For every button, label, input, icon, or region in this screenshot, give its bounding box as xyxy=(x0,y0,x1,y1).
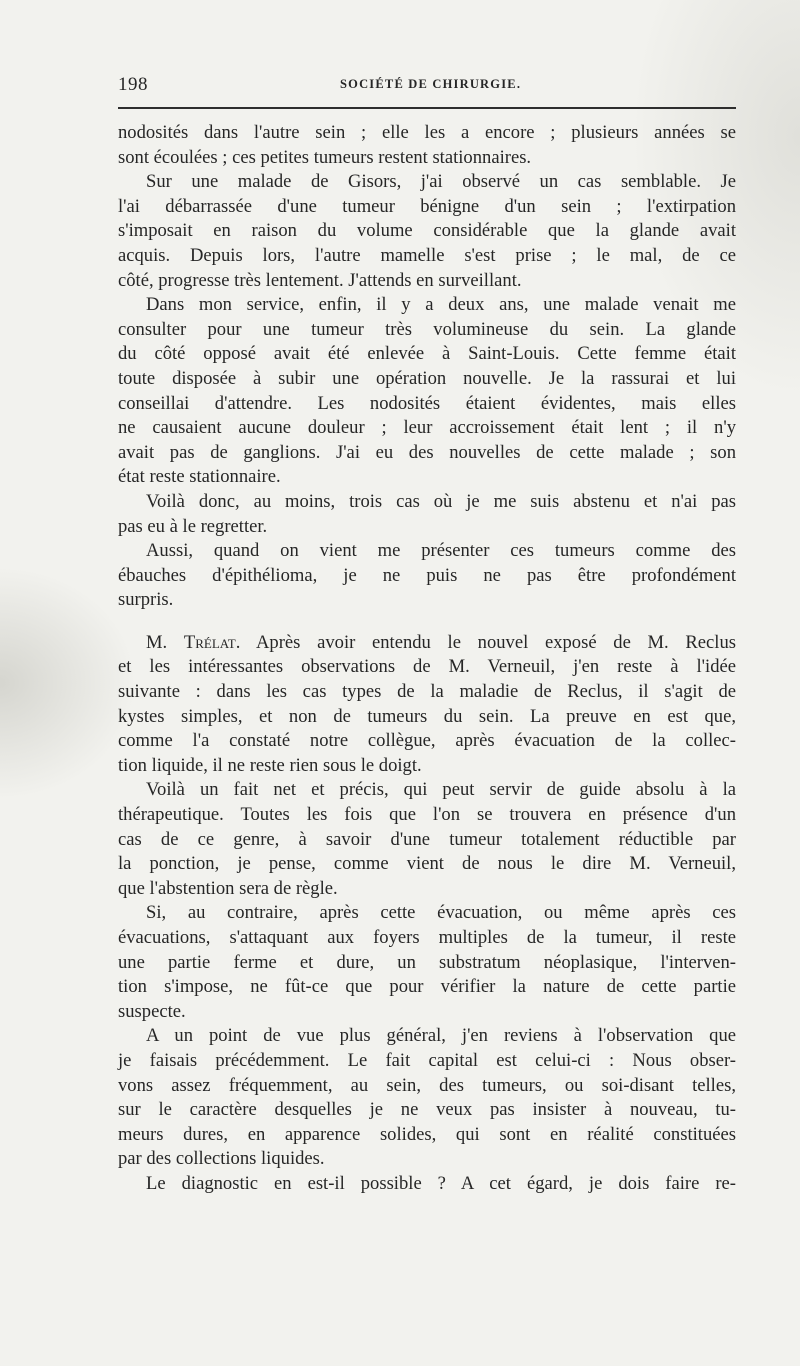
paragraph xyxy=(118,901,736,1024)
text-line: acquis. Depuis lors, l'autre mamelle s'est prise ; le mal, de ce xyxy=(118,244,736,266)
text-line: pas eu à le regretter. xyxy=(118,515,268,537)
text-line: ne causaient aucune douleur ; leur accroissement était lent ; il n'y xyxy=(118,417,736,439)
text-line: nodosités dans l'autre sein ; elle les a encore ; plusieurs années se xyxy=(118,122,736,143)
paragraph xyxy=(118,1024,736,1172)
text-line: avait pas de ganglions. J'ai eu des nouvelles de cette malade ; son xyxy=(118,441,736,463)
text-line: suspecte. xyxy=(118,1000,186,1022)
body-text xyxy=(118,121,736,1197)
text-line: Si, au contraire, après cette évacuation, ou même après ces xyxy=(146,902,736,924)
header-rule xyxy=(118,107,736,109)
text-line: côté, progresse très lentement. J'attends en surveillant. xyxy=(118,269,522,291)
text-line: consulter pour une tumeur très volumineuse du sein. La glande xyxy=(118,318,736,340)
text-line: évacuations, s'attaquant aux foyers multiples de la tumeur, il reste xyxy=(118,927,736,948)
text-line: toute disposée à subir une opération nouvelle. Je la rassurai et lui xyxy=(118,367,736,389)
text-line: Voilà un fait net et précis, qui peut servir de guide absolu à la xyxy=(146,779,736,801)
text-line: s'imposait en raison du volume considérable que la glande avait xyxy=(118,220,736,242)
text-line: Voilà donc, au moins, trois cas où je me suis abstenu et n'ai pas xyxy=(146,490,736,512)
text-line: du côté opposé avait été enlevée à Saint-Louis. Cette femme était xyxy=(118,343,736,365)
speaker-line xyxy=(118,631,736,656)
text-line: et les intéressantes observations de M. Verneuil, j'en reste à l'idée xyxy=(118,656,736,678)
text-line: vons assez fréquemment, au sein, des tumeurs, ou soi-disant telles, xyxy=(118,1074,736,1096)
paragraph xyxy=(118,293,736,490)
paragraph xyxy=(118,1172,736,1197)
text-line: Sur une malade de Gisors, j'ai observé un cas semblable. Je xyxy=(146,171,736,193)
text-line: Dans mon service, enfin, il y a deux ans, une malade venait me xyxy=(146,294,736,316)
text-line: Le diagnostic en est-il possible ? A cet égard, je dois faire re- xyxy=(146,1172,736,1194)
text-line: l'ai débarrassée d'une tumeur bénigne d'un sein ; l'extirpation xyxy=(118,195,736,217)
text-line: comme l'a constaté notre collègue, après évacuation de la collec- xyxy=(118,730,736,752)
text-line: surpris. xyxy=(118,589,174,611)
speaker-prefix: M. xyxy=(146,631,184,653)
text-line: la ponction, je pense, comme vient de nous le dire M. Verneuil, xyxy=(118,853,736,875)
text-line: je faisais précédemment. Le fait capital est celui-ci : Nous obser- xyxy=(118,1049,736,1071)
paragraph xyxy=(118,170,736,293)
text-line: kystes simples, et non de tumeurs du sein. La preuve en est que, xyxy=(118,705,736,727)
text-line: Aussi, quand on vient me présenter ces tumeurs comme des xyxy=(146,540,736,562)
text-line: suivante : dans les cas types de la maladie de Reclus, il s'agit de xyxy=(118,681,736,703)
text-line: conseillai d'attendre. Les nodosités étaient évidentes, mais elles xyxy=(118,392,736,414)
page-header xyxy=(118,74,736,98)
speaker-line-rest: . Après avoir entendu le nouvel exposé de M. Reclus xyxy=(235,631,736,653)
text-line: cas de ce genre, à savoir d'une tumeur totalement réductible par xyxy=(118,828,736,850)
page-number: 198 xyxy=(118,74,148,95)
paragraph xyxy=(118,490,736,539)
paragraph xyxy=(118,539,736,613)
text-line: tion s'impose, ne fût-ce que pour vérifier la nature de cette partie xyxy=(118,976,736,998)
text-line: par des collections liquides. xyxy=(118,1148,325,1170)
text-line: une partie ferme et dure, un substratum néoplasique, l'interven- xyxy=(118,951,736,973)
text-line: que l'abstention sera de règle. xyxy=(118,877,338,899)
text-line: sur le caractère desquelles je ne veux pas insister à nouveau, tu- xyxy=(118,1099,736,1121)
paragraph xyxy=(118,631,736,779)
text-line: A un point de vue plus général, j'en reviens à l'observation que xyxy=(146,1025,736,1047)
text-line: meurs dures, en apparence solides, qui sont en réalité constituées xyxy=(118,1123,736,1145)
text-line: sont écoulées ; ces petites tumeurs restent stationnaires. xyxy=(118,146,532,168)
running-title: SOCIÉTÉ DE CHIRURGIE. xyxy=(340,77,522,91)
text-line: thérapeutique. Toutes les fois que l'on se trouvera en présence d'un xyxy=(118,804,736,826)
speaker-name: Trélat xyxy=(183,631,236,653)
paragraph xyxy=(118,121,736,170)
text-line: état reste stationnaire. xyxy=(118,466,281,488)
text-line: tion liquide, il ne reste rien sous le doigt. xyxy=(118,754,422,776)
section-gap xyxy=(118,613,736,631)
paragraph xyxy=(118,778,736,901)
text-line: ébauches d'épithélioma, je ne puis ne pas être profondément xyxy=(118,564,736,586)
